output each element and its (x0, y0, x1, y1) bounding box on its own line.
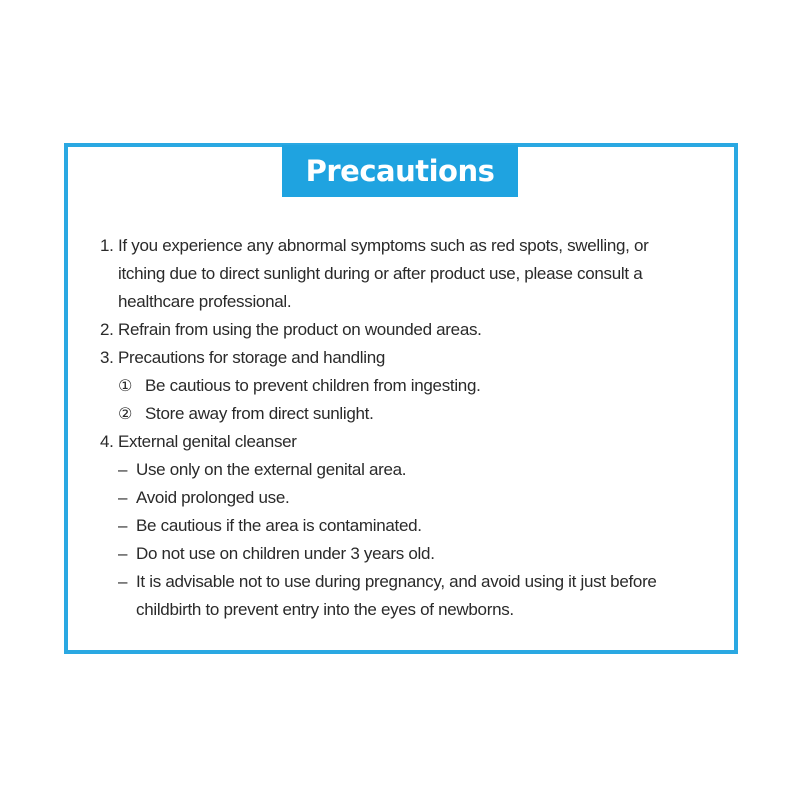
title-banner (282, 145, 518, 197)
dash-marker: – (118, 460, 128, 479)
list-item-2 (100, 316, 690, 344)
dash-marker: – (118, 572, 128, 591)
item-text: Refrain from using the product on wounded areas. (118, 320, 482, 339)
cleanser-subitem-2 (100, 484, 690, 512)
subitem-text: Do not use on children under 3 years old. (136, 544, 435, 563)
dash-marker: – (118, 544, 128, 563)
circled-number-marker: ② (118, 404, 133, 423)
item-text: If you experience any abnormal symptoms such as red spots, swelling, or itching due to direct sunlight during or after product use, please consult a healthcare professional. (118, 236, 649, 311)
list-item-4 (100, 428, 690, 456)
circled-number-marker: ① (118, 376, 133, 395)
subitem-text: Avoid prolonged use. (136, 488, 290, 507)
precautions-list (100, 232, 690, 624)
cleanser-subitem-4 (100, 540, 690, 568)
storage-subitem-1 (100, 372, 690, 400)
subitem-text: Be cautious if the area is contaminated. (136, 516, 422, 535)
item-text: Precautions for storage and handling (118, 348, 386, 367)
cleanser-subitem-3 (100, 512, 690, 540)
item-text: External genital cleanser (118, 432, 297, 451)
subitem-text: Be cautious to prevent children from ingesting. (145, 376, 481, 395)
subitem-text: It is advisable not to use during pregnancy, and avoid using it just before childbirth to prevent entry into the eyes of newborns. (136, 572, 657, 619)
dash-marker: – (118, 488, 128, 507)
cleanser-subitem-5 (100, 568, 690, 624)
subitem-text: Use only on the external genital area. (136, 460, 407, 479)
page-title: Precautions (305, 154, 495, 188)
item-number: 4. (100, 432, 114, 451)
list-item-1 (100, 232, 690, 316)
storage-subitem-2 (100, 400, 690, 428)
item-number: 1. (100, 236, 114, 255)
dash-marker: – (118, 516, 128, 535)
item-number: 2. (100, 320, 114, 339)
cleanser-subitem-1 (100, 456, 690, 484)
subitem-text: Store away from direct sunlight. (145, 404, 374, 423)
list-item-3 (100, 344, 690, 372)
item-number: 3. (100, 348, 114, 367)
